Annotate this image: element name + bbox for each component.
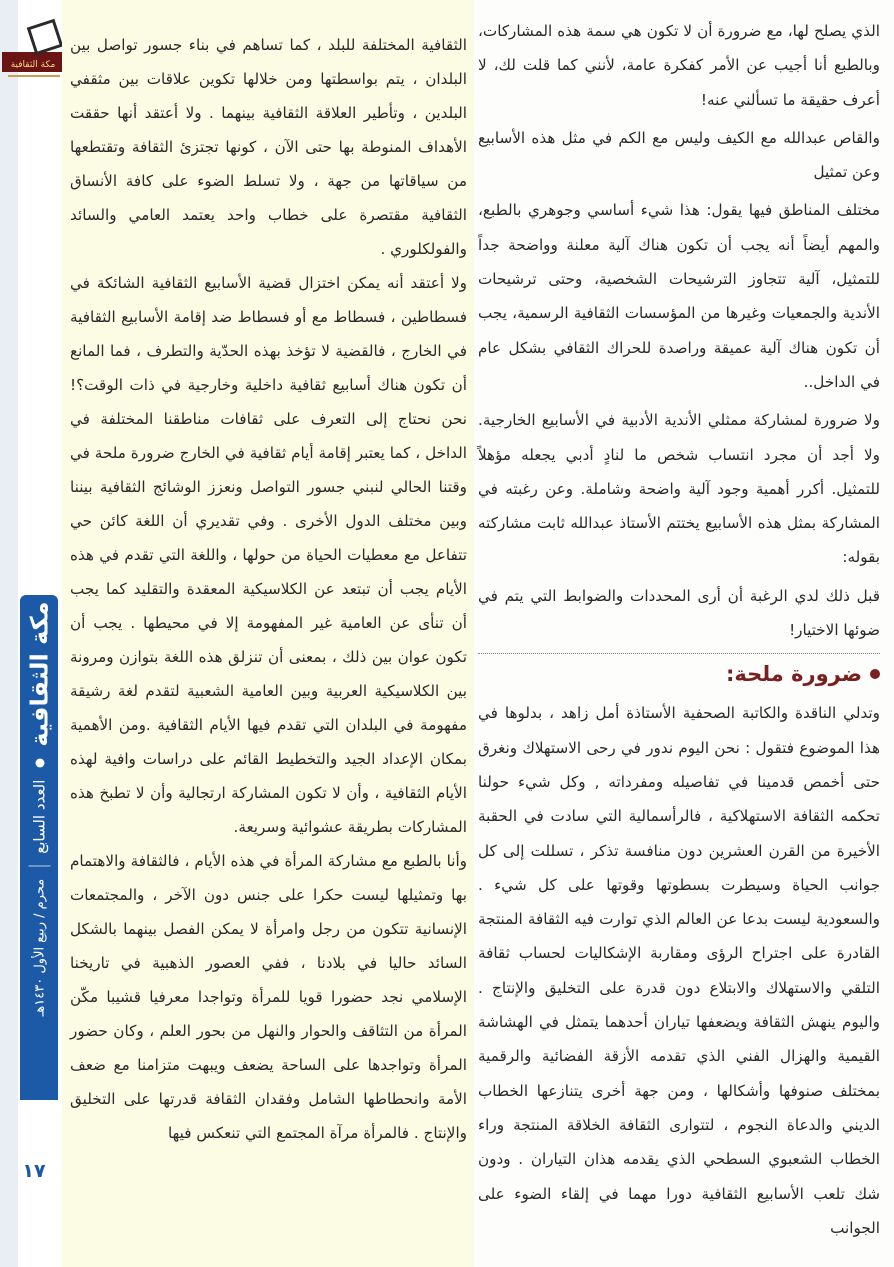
paragraph: الثقافية المختلفة للبلد ، كما تساهم في بناء جسور تواصل بين البلدان ، يتم بواسطتها ومن خلالها تكوين علاقات بين مثقفي البلدين ، وتأطير العلاقة الثقافية بينهما . ولا أعتقد أنها حققت الأهداف المنوطة بها حتى الآن ، كونها تجتزئ الثقافة وتقتطعها من سياقاتها من جهة ، ولا تسلط الضوء على كافة الأنساق الثقافية مقتصرة على خطاب واحد يعتمد العامي والسائد والفولكلوري . xyxy=(70,36,467,258)
spine-text xyxy=(21,602,59,1067)
right-column xyxy=(478,14,880,1245)
issue-label: العدد السابع xyxy=(30,779,49,854)
page-number: ١٧ xyxy=(22,1160,46,1182)
logo-text: مكة الثقافية xyxy=(10,60,56,70)
paragraph: مختلف المناطق فيها يقول: هذا شيء أساسي وجوهري بالطبع، والمهم أيضاً أنه يجب أن تكون هناك آلية معلنة وواضحة جداً للتمثيل، آلية تتجاوز الترشيحات الشخصية، وحتى ترشيحات الأندية والجمعيات وغيرها من المؤسسات الثقافية الرسمية، يجب أن تكون هناك آلية عميقة وراصدة للحراك الثقافي بشكل عام في الداخل.. xyxy=(478,201,880,391)
bullet-icon xyxy=(35,759,44,768)
spine-band xyxy=(20,595,58,1100)
left-column xyxy=(70,28,467,1150)
magazine-title: مكة الثقافية xyxy=(25,601,54,747)
paragraph: ولا أعتقد أنه يمكن اختزال قضية الأسابيع الثقافية الشائكة في فسطاطين ، فسطاط مع أو فسطاط ضد إقامة الأسابيع الثقافية في الخارج ، فالقضية لا تؤخذ بهذه الحدّية والتطرف ، فما المانع أن تكون هناك أسابيع ثقافية داخلية وخارجية في ذات الوقت؟! نحن نحتاج إلى التعرف على ثقافات مناطقنا المختلفة في الداخل ، كما يعتبر إقامة أيام ثقافية في الخارج ضرورة ملحة في وقتنا الحالي لنبني جسور التواصل ونعزز الوشائج الثقافية بيننا وبين مختلف الدول الأخرى . وفي تقديري أن اللغة كائن حي تتفاعل مع معطيات الحياة من حولها ، واللغة التي تقدم في هذه الأيام يجب أن تبتعد عن الكلاسيكية المعقدة والتقليد كما يجب أن تنأى عن العامية غير المفهومة إلا في محيطها . يجب أن تكون عوان بين ذلك ، بمعنى أن تنزلق هذه اللغة بتوازن ومرونة بين الكلاسيكية العربية وبين العامية الشعبية لتقدم لغة رشيقة مفهومة في البلدان التي تقدم فيها الأيام الثقافية .ومن الأهمية بمكان الإعداد الجيد والتخطيط القائم على دراسات وافية لهذه الأيام الثقافية ، وأن لا تكون المشاركة ارتجالية وأن لا تطبخ هذه المشاركات بطريقة عشوائية وسريعة. xyxy=(70,274,467,836)
paragraph: ولا ضرورة لمشاركة ممثلي الأندية الأدبية في الأسابيع الخارجية. ولا أجد أن مجرد انتساب شخص ما لنادٍ أدبي يجعله مؤهلاً للتمثيل. أكرر أهمية وجود آلية واضحة وشاملة. وعن رغبته في المشاركة بمثل هذه الأسابيع يختتم الأستاذ عبدالله ثابت مشاركته بقوله: xyxy=(478,411,880,567)
section-heading-text: ضرورة ملحة: xyxy=(725,662,862,687)
paragraph: والقاص عبدالله مع الكيف وليس مع الكم في مثل هذه الأسابيع وعن تمثيل xyxy=(478,128,880,182)
paragraph: وتدلي الناقدة والكاتبة الصحفية الأستاذة أمل زاهد ، بدلوها في هذا الموضوع فتقول : نحن اليوم ندور في رحى الاستهلاك ونغرق حتى أخمص قدمينا في تفاصيله ومفرداته , وكل شيء حولنا تحكمه الثقافة الاستهلاكية ، فالرأسمالية التي سادت في الحقبة الأخيرة من القرن العشرين دون منافسة تذكر ، تسللت إلى كل جوانب الحياة وسيطرت بسطوتها وقوتها على كل شيء . والسعودية ليست بدعا عن العالم الذي توارت فيه الثقافة المنتجة القادرة على اجتراح الرؤى ومقاربة الإشكاليات لحساب ثقافة التلقي والاستهلاك والابتلاع دون قدرة على التخليق والإنتاج . واليوم ينهش الثقافة ويضعفها تياران أحدهما يتمثل في الهشاشة القيمية والهزال الفني الذي تقدمه الأزقة الفضائية والرقمية بمختلف صنوفها وأشكالها ، ومن جهة أخرى يتنازعها الخطاب الديني والدعاة النجوم ، لتتوارى الثقافة الخلاقة المنتجة وراء الخطاب الشعبوي السطحي الذي يقدمه هذان التياران . ودون شك تلعب الأسابيع الثقافية دورا مهما في إلقاء الضوء على الجوانب xyxy=(478,704,880,1237)
paragraph: قبل ذلك لدي الرغبة أن أرى المحددات والضوابط التي يتم في ضوئها الاختيار! xyxy=(478,586,880,640)
paragraph: الذي يصلح لها، مع ضرورة أن لا تكون هي سمة هذه المشاركات، وبالطبع أنا أجيب عن الأمر كفكرة عامة، لأنني كما قلت لك، لا أعرف حقيقة ما تسألني عنه! xyxy=(478,22,880,109)
sidebar xyxy=(0,0,62,1267)
issue-date: محرم / ربيع الأول ١٤٣٠هـ xyxy=(32,878,47,1017)
paragraph: وأنا بالطبع مع مشاركة المرأة في هذه الأيام ، فالثقافة والاهتمام بها وتمثيلها ليست حكرا على جنس دون الآخر ، والمجتمعات الإنسانية تتكون من رجل وامرأة لا يمكن الفصل بينهما بالشكل السائد حاليا في بلادنا ، ففي العصور الذهبية في تاريخنا الإسلامي نجد حضورا قويا للمرأة وتواجدا معرفيا قشيبا مكّن المرأة من التثاقف والحوار والنهل من بحور العلم ، وكان حضور المرأة وتواجدها على الساحة يضعف ويبهت متزامنا مع ضعف الأمة وانحطاطها الشامل وفقدان الثقافة قدرتها على التخليق والإنتاج . فالمرأة مرآة المجتمع التي تنعكس فيها xyxy=(70,852,467,1142)
divider xyxy=(29,866,51,867)
bullet-icon xyxy=(870,669,880,679)
section-heading xyxy=(478,653,880,688)
